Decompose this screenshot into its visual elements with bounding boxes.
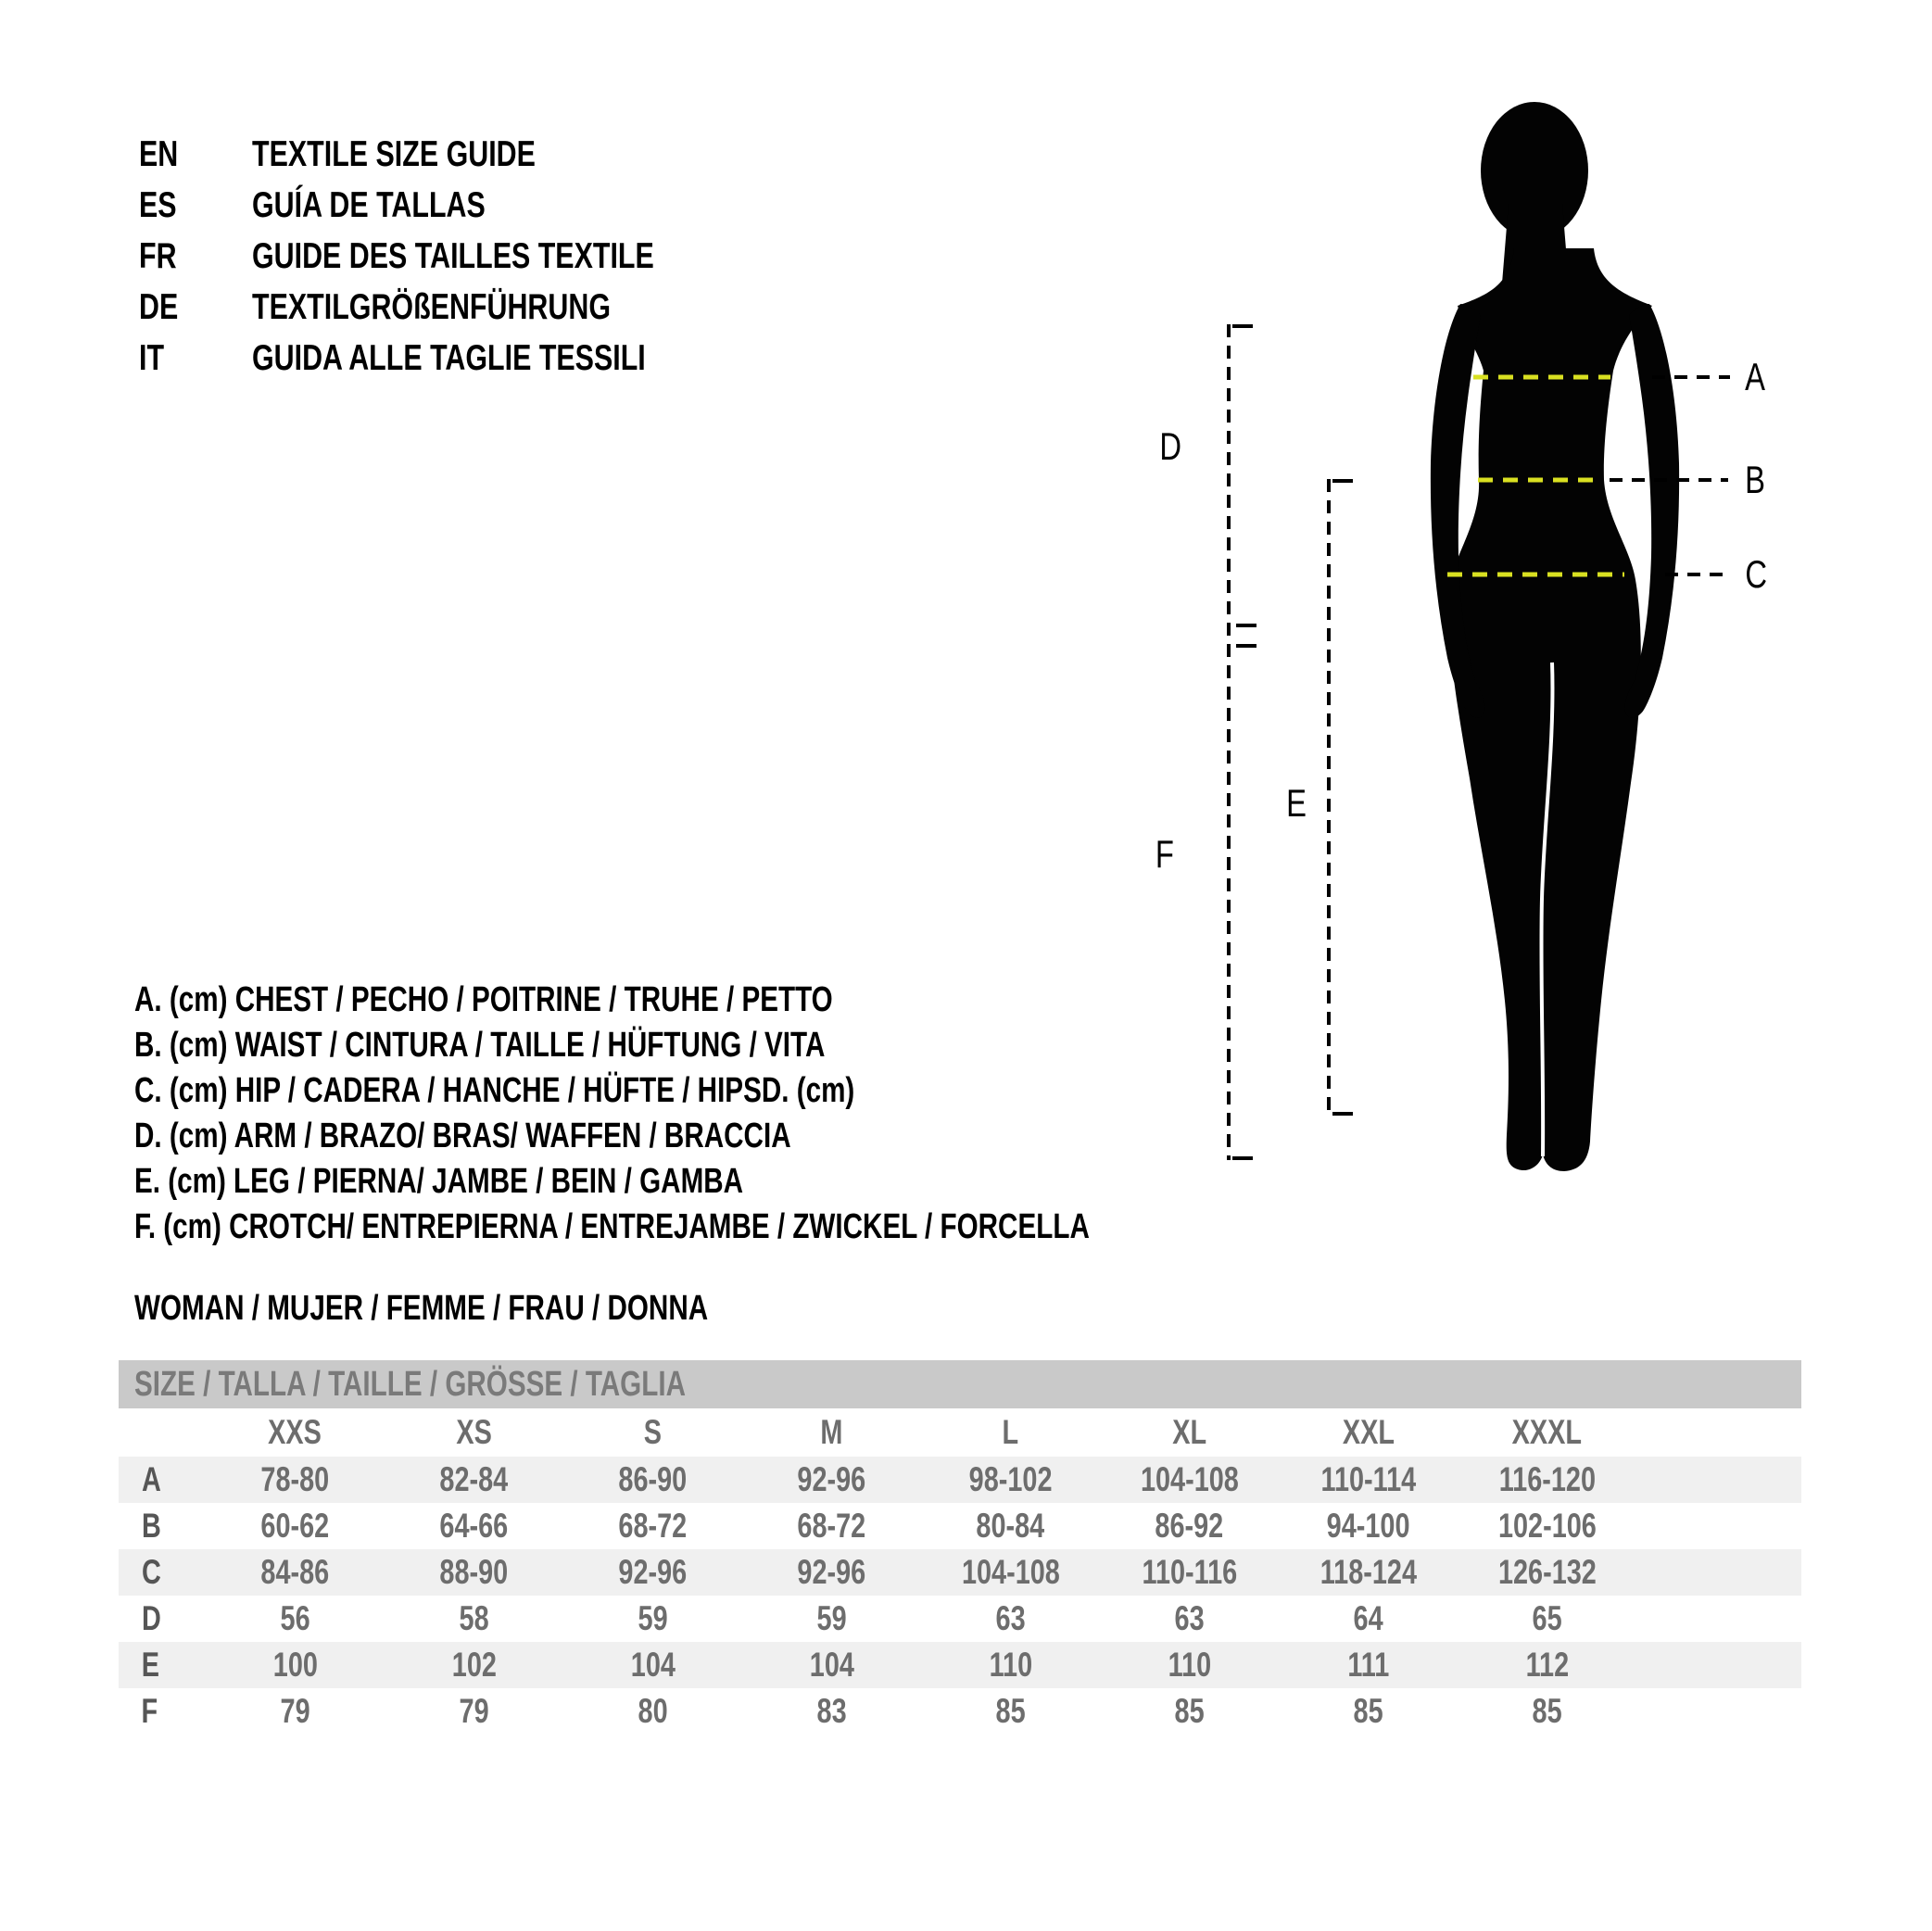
size-cell: 65: [1532, 1599, 1562, 1637]
size-header-row: [119, 1408, 1801, 1457]
size-cell: 110-116: [1142, 1553, 1237, 1591]
size-table: [119, 1408, 1801, 1735]
size-cell: 59: [816, 1599, 847, 1637]
measure-label-C: C: [1745, 552, 1768, 596]
table-row: [119, 1596, 1801, 1642]
size-cell: 92-96: [618, 1553, 688, 1591]
table-row: [119, 1642, 1801, 1688]
size-cell: 80-84: [976, 1507, 1045, 1545]
size-table-header-bar: SIZE / TALLA / TAILLE / GRÖSSE / TAGLIA: [119, 1360, 1801, 1408]
language-code: DE: [139, 286, 179, 327]
table-row: [119, 1549, 1801, 1596]
row-label: E: [141, 1646, 159, 1684]
size-cell: 88-90: [439, 1553, 509, 1591]
size-cell: 118-124: [1320, 1553, 1417, 1591]
size-cell: 80: [638, 1692, 668, 1730]
connector-line-A: [1652, 375, 1730, 379]
size-col-header: S: [643, 1413, 663, 1451]
measure-label-F: F: [1155, 832, 1174, 876]
row-label: B: [141, 1507, 161, 1545]
size-cell: 58: [459, 1599, 489, 1637]
language-title: GUIDA ALLE TAGLIE TESSILI: [252, 337, 646, 378]
size-cell: 85: [1532, 1692, 1562, 1730]
measure-label-B: B: [1745, 458, 1765, 501]
size-table-section: [119, 1360, 1801, 1735]
measure-tick: [1236, 624, 1256, 627]
size-cell: 59: [638, 1599, 668, 1637]
size-col-header: XXL: [1342, 1413, 1395, 1451]
size-cell: 111: [1347, 1646, 1389, 1684]
legend-item: D. (cm) ARM / BRAZO/ BRAS/ WAFFEN / BRACCIA: [134, 1117, 791, 1155]
size-cell: 63: [1174, 1599, 1205, 1637]
size-cell: 82-84: [439, 1460, 509, 1498]
size-col-header: XXXL: [1511, 1413, 1583, 1451]
language-title: TEXTILGRÖßENFÜHRUNG: [252, 286, 612, 327]
size-cell: 104-108: [961, 1553, 1060, 1591]
connector-line-B: [1610, 478, 1728, 482]
measure-label-A: A: [1745, 355, 1765, 398]
size-cell: 56: [280, 1599, 310, 1637]
size-cell: 83: [816, 1692, 847, 1730]
row-label: F: [141, 1692, 158, 1730]
size-cell: 92-96: [797, 1460, 866, 1498]
size-cell: 85: [995, 1692, 1026, 1730]
size-cell: 112: [1525, 1646, 1569, 1684]
legend-item: E. (cm) LEG / PIERNA/ JAMBE / BEIN / GAMBA: [134, 1162, 744, 1201]
measure-tick: [1236, 644, 1256, 648]
size-cell: 92-96: [797, 1553, 866, 1591]
size-cell: 86-90: [618, 1460, 688, 1498]
size-col-header: L: [1002, 1413, 1019, 1451]
size-cell: 98-102: [968, 1460, 1053, 1498]
measure-tick: [1332, 479, 1353, 483]
size-cell: 100: [272, 1646, 318, 1684]
table-row: [119, 1503, 1801, 1549]
size-cell: 116-120: [1498, 1460, 1596, 1498]
language-code: EN: [139, 133, 179, 174]
row-label: D: [141, 1599, 161, 1637]
measure-label-D: D: [1159, 424, 1182, 468]
measure-tick: [1232, 324, 1253, 328]
size-cell: 110-114: [1320, 1460, 1416, 1498]
size-col-header: XXS: [268, 1413, 322, 1451]
size-cell: 104: [630, 1646, 676, 1684]
legend-item: C. (cm) HIP / CADERA / HANCHE / HÜFTE / HIPSD. (cm): [134, 1071, 855, 1110]
size-cell: 110: [989, 1646, 1032, 1684]
language-code: IT: [139, 337, 165, 378]
size-cell: 68-72: [797, 1507, 866, 1545]
size-cell: 104: [809, 1646, 854, 1684]
size-cell: 94-100: [1326, 1507, 1410, 1545]
size-cell: 64-66: [439, 1507, 509, 1545]
size-cell: 102-106: [1497, 1507, 1597, 1545]
legend-item: A. (cm) CHEST / PECHO / POITRINE / TRUHE / PETTO: [134, 980, 833, 1019]
size-cell: 86-92: [1155, 1507, 1224, 1545]
size-cell: 68-72: [618, 1507, 688, 1545]
measure-label-E: E: [1286, 781, 1307, 825]
table-row: [119, 1688, 1801, 1735]
woman-silhouette-icon: [1425, 93, 1685, 1177]
language-title: GUIDE DES TAILLES TEXTILE: [252, 235, 654, 276]
size-cell: 79: [280, 1692, 310, 1730]
size-cell: 60-62: [260, 1507, 330, 1545]
size-col-header: XS: [456, 1413, 492, 1451]
language-title: TEXTILE SIZE GUIDE: [252, 133, 536, 174]
legend-item: F. (cm) CROTCH/ ENTREPIERNA / ENTREJAMBE / ZWICKEL / FORCELLA: [134, 1207, 1090, 1246]
size-col-header: M: [820, 1413, 843, 1451]
size-cell: 79: [459, 1692, 489, 1730]
size-col-header: XL: [1172, 1413, 1206, 1451]
size-cell: 104-108: [1140, 1460, 1239, 1498]
size-cell: 102: [451, 1646, 497, 1684]
size-cell: 85: [1174, 1692, 1205, 1730]
row-label: A: [141, 1460, 161, 1498]
size-cell: 63: [995, 1599, 1026, 1637]
language-code: FR: [139, 235, 177, 276]
language-code: ES: [139, 184, 177, 225]
gender-heading: WOMAN / MUJER / FEMME / FRAU / DONNA: [134, 1289, 709, 1328]
row-label: C: [141, 1553, 161, 1591]
size-cell: 85: [1353, 1692, 1383, 1730]
size-cell: 126-132: [1497, 1553, 1597, 1591]
size-cell: 78-80: [260, 1460, 330, 1498]
connector-line-C: [1665, 573, 1728, 576]
language-title: GUÍA DE TALLAS: [252, 184, 486, 225]
size-cell: 110: [1168, 1646, 1211, 1684]
table-row: [119, 1457, 1801, 1503]
measure-legend: [134, 978, 1359, 1250]
size-cell: 64: [1353, 1599, 1383, 1637]
legend-item: B. (cm) WAIST / CINTURA / TAILLE / HÜFTUNG / VITA: [134, 1026, 826, 1065]
size-cell: 84-86: [260, 1553, 330, 1591]
